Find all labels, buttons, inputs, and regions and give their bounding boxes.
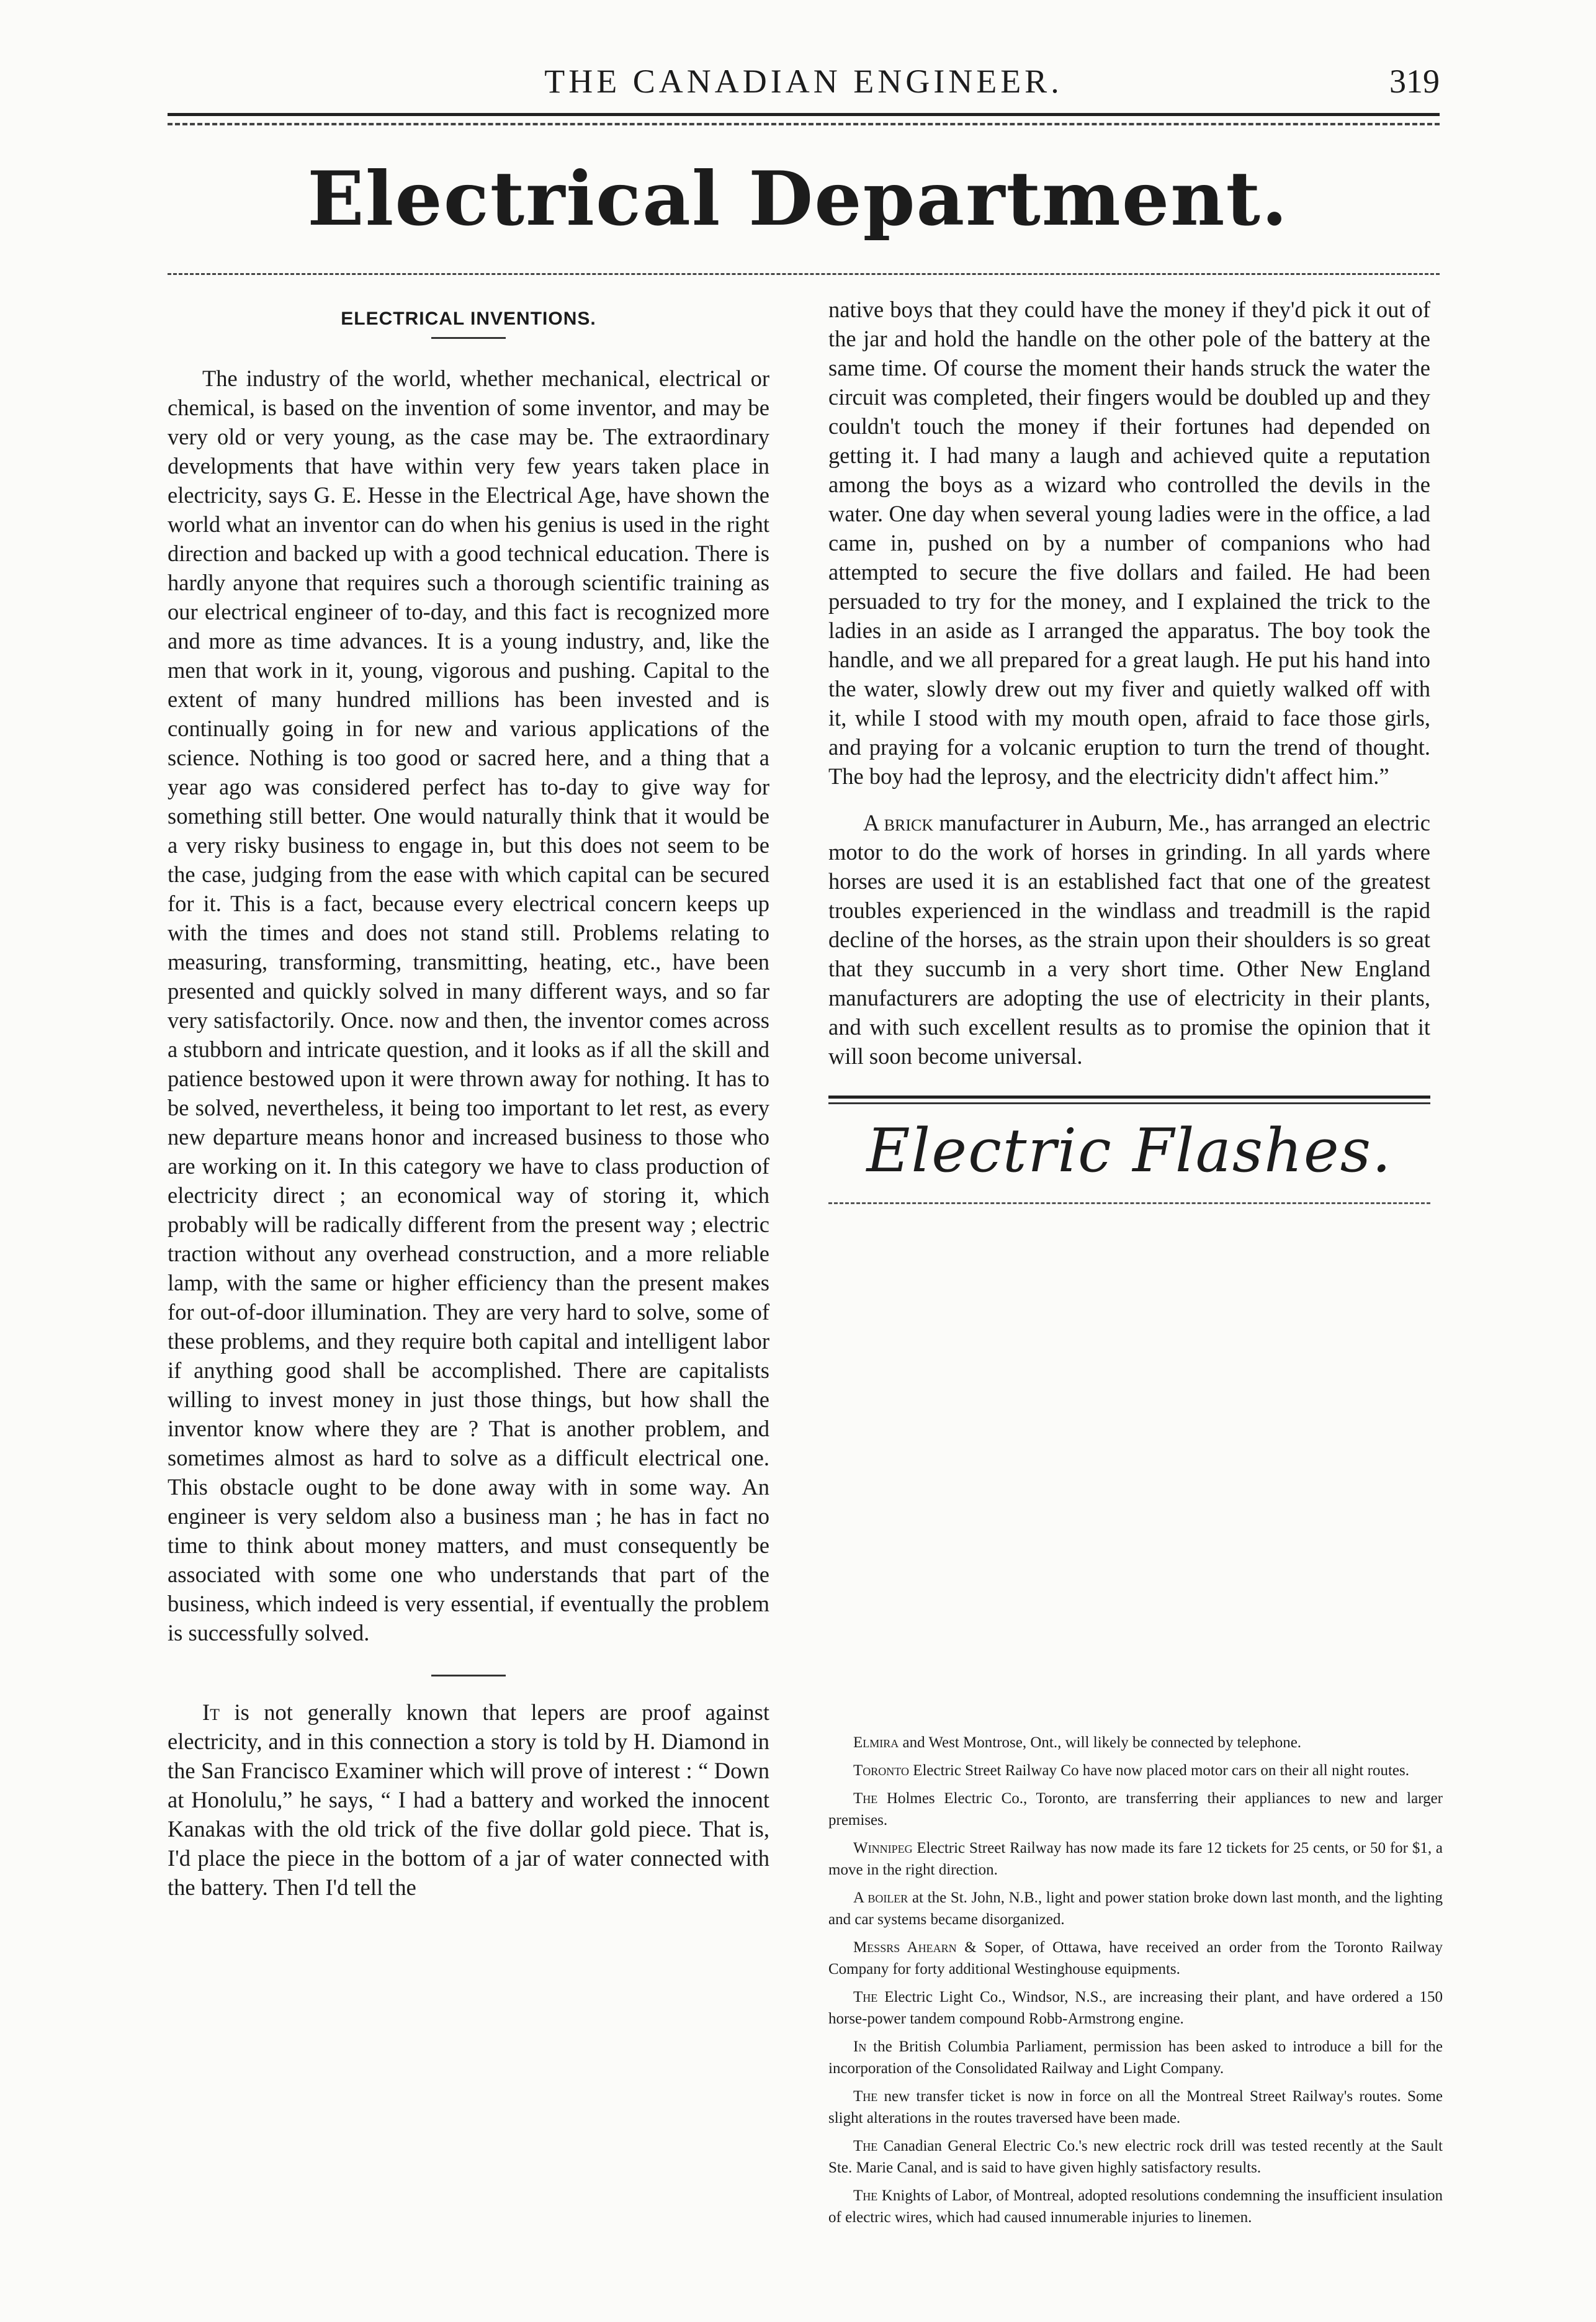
brick-article xyxy=(828,808,1430,1071)
flashes-title: Electric Flashes. xyxy=(866,1116,1392,1186)
right-column xyxy=(828,295,1430,1228)
flash-item xyxy=(828,2135,1443,2179)
left-column xyxy=(168,292,769,1902)
flash-lead: Toronto xyxy=(853,1762,909,1779)
article-body: The industry of the world, whether mechanical, electrical or chemical, is based on the invention of some inventor, and may be very old or very young, as the case may be. The extraordinary developments that have within very few years taken place in electricity, says G. E. Hesse in the Electrical Age, have shown the world what an inventor can do when his genius is used in the right direction and backed up with a good technical education. There is hardly anyone that requires such a thorough scientific training as our electrical engineer of to-day, and this fact is recognized more and more as time advances. It is a young industry, and, like the men that work in it, young, vigorous and pushing. Capital to the extent of many hundred millions has been invested and is continually going in for new and various applications of the science. Nothing is too good or sacred here, and a thing that a year ago was considered perfect has to-day to give way for something still better. One would naturally think that it would be a very risky business to engage in, but this does not seem to be the case, judging from the ease with which capital can be secured for it. This is a fact, because every electrical concern keeps up with the times and does not stand still. Problems relating to measuring, transforming, transmitting, heating, etc., have been presented and quickly solved in many different ways, and so far very satisfactorily. Once. now and then, the inventor comes across a stubborn and intricate question, and it looks as if all the skill and patience bestowed upon it were thrown away for nothing. It has to be solved, nevertheless, it being too important to let rest, as every new departure means honor and increased business to those who are working on it. In this category we have to class production of electricity direct ; an economical way of storing it, which probably will be radically different from the present way ; electric traction without any overhead construction, and a more reliable lamp, with the same or higher efficiency than the present makes for out-of-door illumination. They are very hard to solve, some of these problems, and they require both capital and intelligent labor if anything good shall be accomplished. There are capitalists willing to invest money in just those things, but how shall the inventor know where they are ? That is another problem, and sometimes almost as hard to solve as a difficult electrical one. This obstacle ought to be done away with in some way. An engineer is very seldom also a business man ; he has in fact no time to think about money matters, and must consequently be associated with some one who understands that part of the business, which indeed is very essential, if eventually the problem is successfully solved. xyxy=(168,366,769,1645)
flash-lead: The xyxy=(853,2187,878,2204)
flash-item xyxy=(828,1937,1443,1980)
flashes-rule-top xyxy=(828,1096,1430,1099)
flash-item xyxy=(828,1986,1443,2030)
paragraph-gap xyxy=(828,791,1430,808)
flash-text: Canadian General Electric Co.'s new electric rock drill was tested recently at the Sault Ste. Marie Canal, and is said to have given highly satisfactory results. xyxy=(828,2138,1443,2176)
flash-text: Knights of Labor, of Montreal, adopted resolutions condemning the insufficient insulation of electric wires, which had caused innumerable injuries to linemen. xyxy=(828,2187,1443,2226)
flash-item xyxy=(828,2036,1443,2079)
header-rule xyxy=(168,113,1440,116)
flash-text: & Soper, of Ottawa, have received an order from the Toronto Railway Company for forty additional Westinghouse equipments. xyxy=(828,1939,1443,1978)
flash-text: Electric Light Co., Windsor, N.S., are increasing their plant, and have ordered a 150 horse-power tandem compound Robb-Armstrong engine. xyxy=(828,1989,1443,2027)
flash-lead: In xyxy=(853,2038,867,2055)
flash-item xyxy=(828,2185,1443,2228)
flash-lead: Winnipeg xyxy=(853,1840,913,1856)
flash-item xyxy=(828,1732,1443,1753)
brick-text: manufacturer in Auburn, Me., has arranged an electric motor to do the work of horses in grinding. In all yards where horses are used it is an established fact that one of the greatest troubles experienced in the windlass and treadmill is the rapid decline of the horses, as the strain upon their shoulders is so great that they succumb in a very short time. Other New England manufacturers are adopting the use of electricity in their plants, and with such excellent results as to promise the opinion that it will soon become universal. xyxy=(828,810,1430,1069)
department-title: Electrical Department. xyxy=(307,155,1289,243)
flash-lead: The xyxy=(853,1989,878,2005)
flash-lead: The xyxy=(853,1790,878,1807)
leprosy-text: is not generally known that lepers are proof against electricity, and in this connection a story is told by H. Diamond in the San Francisco Examiner which will prove of interest : “ Down at Honolulu,” he says, “ I had a battery and worked the innocent Kanakas with the old trick of the five dollar gold piece. That is, I'd place the piece in the bottom of a jar of water connected with the battery. Then I'd tell the xyxy=(168,1699,769,1900)
title-dashed-rule xyxy=(168,273,1440,275)
flash-item xyxy=(828,1837,1443,1881)
flash-lead: Messrs Ahearn xyxy=(853,1939,957,1956)
flash-item xyxy=(828,1887,1443,1930)
flash-text: Electric Street Railway has now made its fare 12 tickets for 25 cents, or 50 for $1, a move in the right direction. xyxy=(828,1840,1443,1878)
flash-lead: Elmira xyxy=(853,1734,899,1751)
brick-lead: A brick xyxy=(863,810,934,835)
flashes-list xyxy=(828,1732,1443,2234)
flash-text: at the St. John, N.B., light and power station broke down last month, and the lighting and car systems became disorganized. xyxy=(828,1889,1443,1928)
flash-text: and West Montrose, Ont., will likely be connected by telephone. xyxy=(899,1734,1302,1751)
flash-lead: A boiler xyxy=(853,1889,908,1906)
running-title: THE CANADIAN ENGINEER. xyxy=(544,63,1063,100)
flash-item xyxy=(828,2086,1443,2129)
leprosy-lead: It xyxy=(202,1699,220,1725)
flash-text: Holmes Electric Co., Toronto, are transferring their appliances to new and larger premises. xyxy=(828,1790,1443,1829)
flash-item xyxy=(828,1788,1443,1831)
running-head xyxy=(168,62,1440,106)
flash-text: Electric Street Railway Co have now placed motor cars on their all night routes. xyxy=(908,1762,1409,1779)
page-number: 319 xyxy=(1389,63,1440,100)
flash-text: the British Columbia Parliament, permission has been asked to introduce a bill for the incorporation of the Consolidated Railway and Light Company. xyxy=(828,2038,1443,2077)
flash-lead: The xyxy=(853,2138,878,2154)
flashes-dashed-rule xyxy=(828,1202,1430,1204)
flash-text: new transfer ticket is now in force on all the Montreal Street Railway's routes. Some slight alterations in the routes traversed have been made. xyxy=(828,2088,1443,2126)
flash-lead: The xyxy=(853,2088,878,2105)
leprosy-article-start xyxy=(168,1698,769,1902)
leprosy-article-continuation: native boys that they could have the money if they'd pick it out of the jar and hold the handle on the other pole of the battery at the same time. Of course the moment their hands struck the water the circuit was completed, their fingers would be doubled up and they couldn't touch the money if their fortunes had depended on getting it. I had many a laugh and achieved quite a reputation among the boys as a wizard who controlled the devils in the water. One day when several young ladies were in the office, a lad came in, pushed on by a number of companions who had attempted to secure the five dollars and failed. He had been persuaded to try for the money, and I explained the trick to the ladies in an aside as I arranged the apparatus. The boy took the handle, and we all prepared for a great laugh. He put his hand into the water, slowly drew out my fiver and quietly walked off with it, while I stood with my mouth open, afraid to face those girls, and praying for a volcanic eruption to turn the trend of thought. The boy had the leprosy, and the electricity didn't affect him.” xyxy=(828,297,1430,789)
header-dashed-rule xyxy=(168,123,1440,125)
heading-rule xyxy=(431,337,506,339)
article-divider xyxy=(431,1675,506,1676)
article-heading: ELECTRICAL INVENTIONS. xyxy=(341,308,596,329)
flash-item xyxy=(828,1760,1443,1781)
flashes-rule-bottom xyxy=(828,1102,1430,1104)
